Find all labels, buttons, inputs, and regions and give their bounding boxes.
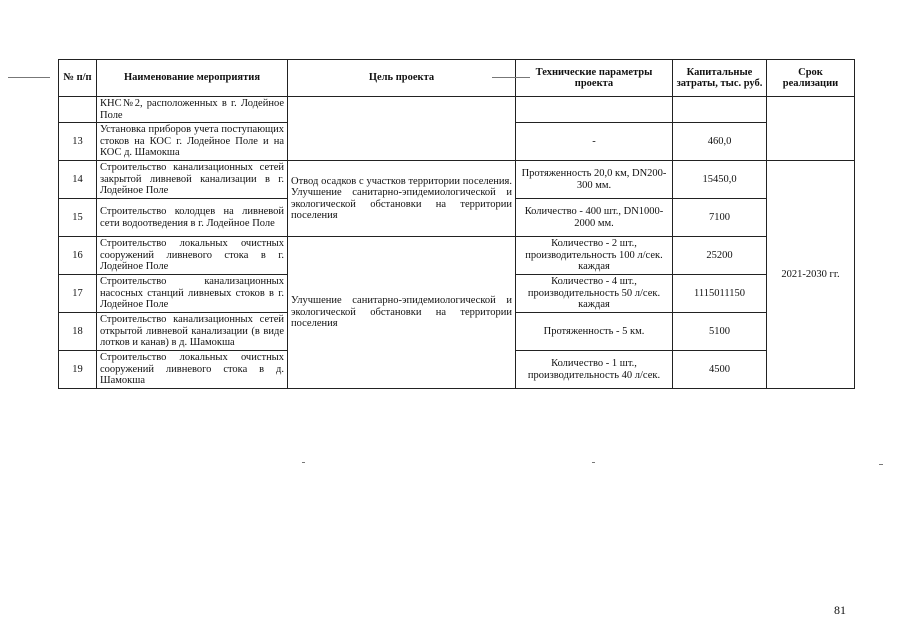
cell-cost: 15450,0 (673, 161, 767, 199)
cell-cost: 25200 (673, 237, 767, 275)
cell-goal-a: Отвод осадков с участков территории поселения. Улучшение санитарно-эпидемиологической и экологической обстановки на территории поселения (288, 161, 516, 237)
cell-name: Установка приборов учета поступающих стоков на КОС г. Лодейное Поле и на КОС д. Шамокша (97, 123, 288, 161)
cell-num: 13 (59, 123, 97, 161)
scan-speck (592, 462, 595, 463)
cell-name: Строительство колодцев на ливневой сети водоотведения в г. Лодейное Поле (97, 199, 288, 237)
cell-name: Строительство локальных очистных сооружений ливневого стока в д. Шамокша (97, 351, 288, 389)
table-row (59, 161, 855, 199)
header-params: Технические параметры проекта (516, 60, 673, 97)
cell-cost: 1115011150 (673, 275, 767, 313)
cell-num: 19 (59, 351, 97, 389)
cell-num: 18 (59, 313, 97, 351)
cell-term: 2021-2030 гг. (767, 161, 855, 389)
header-term: Срок реализации (767, 60, 855, 97)
cell-params: - (516, 123, 673, 161)
cell-term-empty (767, 97, 855, 161)
cell-params: Протяженность - 5 км. (516, 313, 673, 351)
cell-name: КНС№2, расположенных в г. Лодейное Поле (97, 97, 288, 123)
scan-speck (492, 77, 530, 78)
cell-params: Количество - 400 шт., DN1000-2000 мм. (516, 199, 673, 237)
cell-params: Протяженность 20,0 км, DN200-300 мм. (516, 161, 673, 199)
cell-num: 15 (59, 199, 97, 237)
table-row (59, 237, 855, 275)
cell-num: 16 (59, 237, 97, 275)
cell-goal-b: Улучшение санитарно-эпидемиологической и экологической обстановки на территории поселения (288, 237, 516, 389)
scan-speck (302, 462, 305, 463)
cell-name: Строительство канализационных сетей открытой ливневой канализации (в виде лотков и канав) в д. Шамокша (97, 313, 288, 351)
header-goal: Цель проекта (288, 60, 516, 97)
table-row (59, 97, 855, 123)
page-number: 81 (834, 603, 846, 617)
cell-cost: 7100 (673, 199, 767, 237)
cell-cost: 460,0 (673, 123, 767, 161)
header-num: № п/п (59, 60, 97, 97)
cell-params: Количество - 2 шт., производительность 100 л/сек. каждая (516, 237, 673, 275)
cell-cost: 4500 (673, 351, 767, 389)
cell-params (516, 97, 673, 123)
measures-table (58, 59, 855, 389)
cell-goal-empty (288, 97, 516, 161)
scan-speck (879, 464, 883, 465)
header-name: Наименование мероприятия (97, 60, 288, 97)
cell-num (59, 97, 97, 123)
table-header-row (59, 60, 855, 97)
cell-cost: 5100 (673, 313, 767, 351)
scan-speck (8, 77, 50, 78)
cell-params: Количество - 1 шт., производительность 40 л/сек. (516, 351, 673, 389)
cell-params: Количество - 4 шт., производительность 50 л/сек. каждая (516, 275, 673, 313)
cell-name: Строительство канализационных насосных станций ливневых стоков в г. Лодейное Поле (97, 275, 288, 313)
cell-name: Строительство локальных очистных сооружений ливневого стока в г. Лодейное Поле (97, 237, 288, 275)
header-cost: Капитальные затраты, тыс. руб. (673, 60, 767, 97)
cell-cost (673, 97, 767, 123)
cell-num: 17 (59, 275, 97, 313)
cell-name: Строительство канализационных сетей закрытой ливневой канализации в г. Лодейное Поле (97, 161, 288, 199)
cell-num: 14 (59, 161, 97, 199)
